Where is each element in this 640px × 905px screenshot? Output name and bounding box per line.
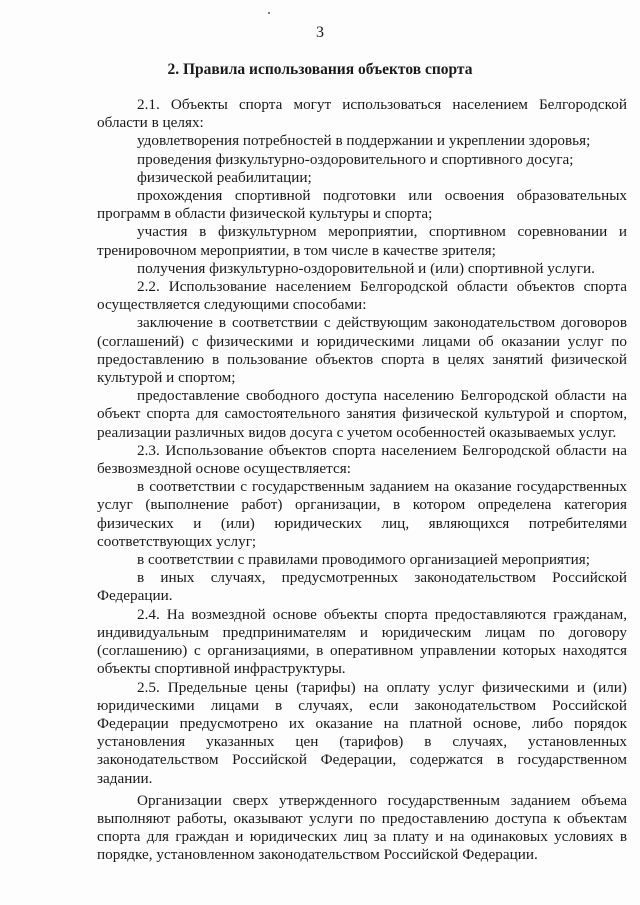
section-title: 2. Правила использования объектов спорта (167, 61, 473, 78)
purpose-events: участия в физкультурном мероприятии, спортивном соревновании и тренировочном мероприятии, в том числе в качестве зрителя; (97, 223, 627, 259)
purpose-training: прохождения спортивной подготовки или освоения образовательных программ в области физической культуры и спорта; (97, 187, 627, 223)
paragraph-2-5: 2.5. Предельные цены (тарифы) на оплату услуг физическими и (или) юридическими лицами в случаях, если законодательством Российской Федерации предусмотрено их оказание на платной основе, либо порядок установления указанных цен (тарифов) в случаях, установленных законодательством Российской Федерации, содержатся в государственном задании. (97, 678, 627, 787)
paragraph-organizations: Организации сверх утвержденного государственным заданием объема выполняют работы, оказывают услуги по предоставлению доступа к объектам спорта для граждан и юридических лиц за плату и на одинаковых условиях в порядке, установленном законодательством Российской Федерации. (97, 791, 627, 864)
purpose-health: удовлетворения потребностей в поддержании и укреплении здоровья; (137, 132, 591, 150)
free-basis-event-rules: в соответствии с правилами проводимого организацией мероприятия; (137, 551, 590, 569)
method-free-access: предоставление свободного доступа населению Белгородской области на объект спорта для самостоятельного занятия физической культурой и спортом, реализации различных видов досуга с учетом особенностей оказываемых услуг. (97, 387, 627, 441)
paragraph-2-3: 2.3. Использование объектов спорта населением Белгородской области на безвозмездной основе осуществляется: (97, 441, 627, 478)
purpose-rehabilitation: физической реабилитации; (137, 168, 312, 186)
purpose-services: получения физкультурно-оздоровительной и (или) спортивной услуги. (137, 259, 595, 277)
page-number: 3 (316, 24, 324, 41)
scan-speck (268, 12, 270, 14)
paragraph-2-1: 2.1. Объекты спорта могут использоваться населением Белгородской области в целях: (97, 96, 627, 132)
paragraph-2-4: 2.4. На возмездной основе объекты спорта предоставляются гражданам, индивидуальным предпринимателям и юридическим лицам по договору (соглашению) с организациями, в оперативном управлении которых находятся объекты спортивной инфраструктуры. (97, 605, 627, 678)
paragraph-2-2: 2.2. Использование населением Белгородской области объектов спорта осуществляется следующими способами: (97, 278, 627, 314)
free-basis-state-task: в соответствии с государственным заданием на оказание государственных услуг (выполнение работ) организации, в котором определена категория физических и (или) юридических лиц, являющихся потребителями соответствующих услуг; (97, 478, 627, 550)
free-basis-other-cases: в иных случаях, предусмотренных законодательством Российской Федерации. (97, 569, 627, 605)
section-body (97, 96, 627, 865)
method-contracts: заключение в соответствии с действующим законодательством договоров (соглашений) с физическими и юридическими лицами об оказании услуг по предоставлению в пользование объектов спорта в целях занятий физической культурой и спортом; (97, 314, 627, 387)
purpose-leisure: проведения физкультурно-оздоровительного и спортивного досуга; (137, 150, 574, 168)
